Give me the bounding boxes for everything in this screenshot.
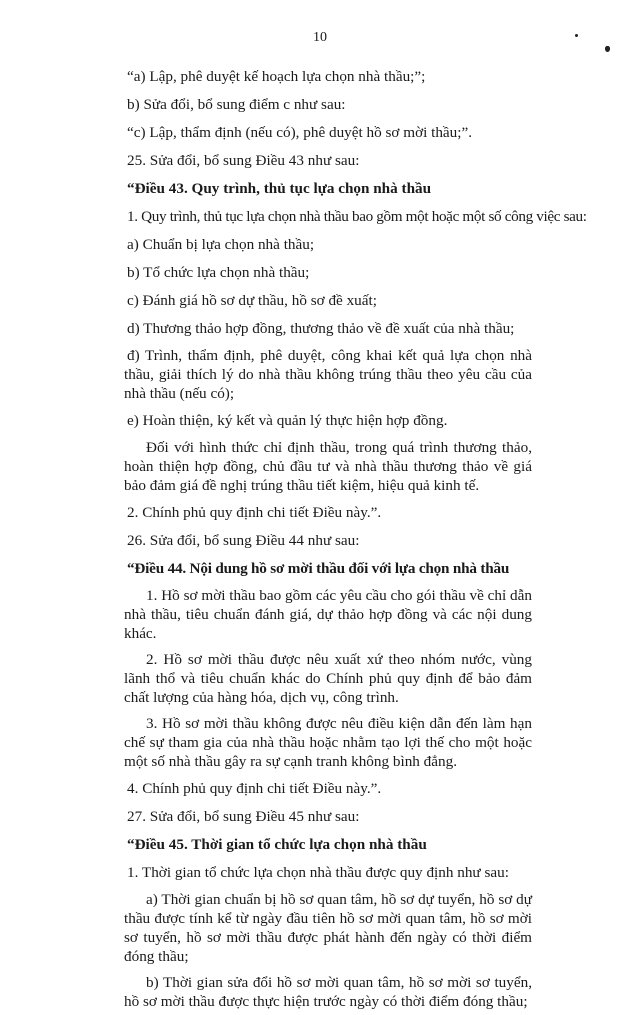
paragraph: 26. Sửa đổi, bổ sung Điều 44 như sau: — [127, 532, 360, 549]
paragraph: b) Sửa đổi, bổ sung điểm c như sau: — [127, 96, 346, 113]
article-heading: “Điều 43. Quy trình, thủ tục lựa chọn nhà thầu — [127, 180, 432, 197]
paragraph: 1. Quy trình, thủ tục lựa chọn nhà thầu bao gồm một hoặc một số công việc sau: — [127, 208, 587, 225]
paragraph: b) Tổ chức lựa chọn nhà thầu; — [127, 264, 310, 281]
paragraph: 2. Hồ sơ mời thầu được nêu xuất xứ theo nhóm nước, vùng lãnh thổ và tiêu chuẩn khác do Chính phủ quy định để bảo đảm chất lượng của hàng hóa, dịch vụ, công trình. — [124, 651, 532, 706]
paragraph: c) Đánh giá hồ sơ dự thầu, hồ sơ đề xuất; — [127, 292, 377, 309]
paragraph: b) Thời gian sửa đổi hồ sơ mời quan tâm, hồ sơ mời sơ tuyển, hồ sơ mời thầu được thực hiện trước ngày có thời điểm đóng thầu; — [124, 974, 532, 1010]
paragraph: 4. Chính phủ quy định chi tiết Điều này.”. — [127, 780, 382, 797]
paragraph: 1. Thời gian tổ chức lựa chọn nhà thầu được quy định như sau: — [127, 864, 509, 881]
scan-speck-mark — [605, 46, 610, 52]
paragraph: Đối với hình thức chỉ định thầu, trong quá trình thương thảo, hoàn thiện hợp đồng, chủ đầu tư và nhà thầu thương thảo về giá bảo đảm giá đề nghị trúng thầu tiết kiệm, hiệu quả kinh tế. — [124, 439, 532, 494]
paragraph: “a) Lập, phê duyệt kế hoạch lựa chọn nhà thầu;”; — [127, 68, 426, 85]
paragraph: e) Hoàn thiện, ký kết và quản lý thực hiện hợp đồng. — [127, 412, 448, 429]
page-number: 10 — [313, 30, 327, 45]
paragraph: đ) Trình, thẩm định, phê duyệt, công khai kết quả lựa chọn nhà thầu, giải thích lý do nhà thầu không trúng thầu theo yêu cầu của nhà thầu (nếu có); — [124, 347, 532, 402]
paragraph: 3. Hồ sơ mời thầu không được nêu điều kiện dẫn đến làm hạn chế sự tham gia của nhà thầu hoặc nhằm tạo lợi thế cho một hoặc một số nhà thầu gây ra sự cạnh tranh không bình đẳng. — [124, 715, 532, 770]
paragraph: “c) Lập, thẩm định (nếu có), phê duyệt hồ sơ mời thầu;”. — [127, 124, 473, 141]
scan-speck-mark — [575, 34, 578, 37]
paragraph: a) Thời gian chuẩn bị hồ sơ quan tâm, hồ sơ dự tuyển, hồ sơ dự thầu được tính kể từ ngày đầu tiên hồ sơ mời quan tâm, hồ sơ mời sơ tuyển, hồ sơ mời thầu được phát hành đến ngày có thời điểm đóng thầu; — [124, 891, 532, 965]
article-heading: “Điều 44. Nội dung hồ sơ mời thầu đối với lựa chọn nhà thầu — [127, 560, 510, 577]
paragraph: 2. Chính phủ quy định chi tiết Điều này.”. — [127, 504, 382, 521]
paragraph: d) Thương thảo hợp đồng, thương thảo về đề xuất của nhà thầu; — [127, 320, 515, 337]
paragraph: 27. Sửa đổi, bổ sung Điều 45 như sau: — [127, 808, 360, 825]
paragraph: 1. Hồ sơ mời thầu bao gồm các yêu cầu cho gói thầu về chỉ dẫn nhà thầu, tiêu chuẩn đánh giá, dự thảo hợp đồng và các nội dung khác. — [124, 587, 532, 642]
article-heading: “Điều 45. Thời gian tổ chức lựa chọn nhà thầu — [127, 836, 427, 853]
paragraph: a) Chuẩn bị lựa chọn nhà thầu; — [127, 236, 315, 253]
document-body — [124, 66, 587, 1015]
paragraph: 25. Sửa đổi, bổ sung Điều 43 như sau: — [127, 152, 360, 169]
